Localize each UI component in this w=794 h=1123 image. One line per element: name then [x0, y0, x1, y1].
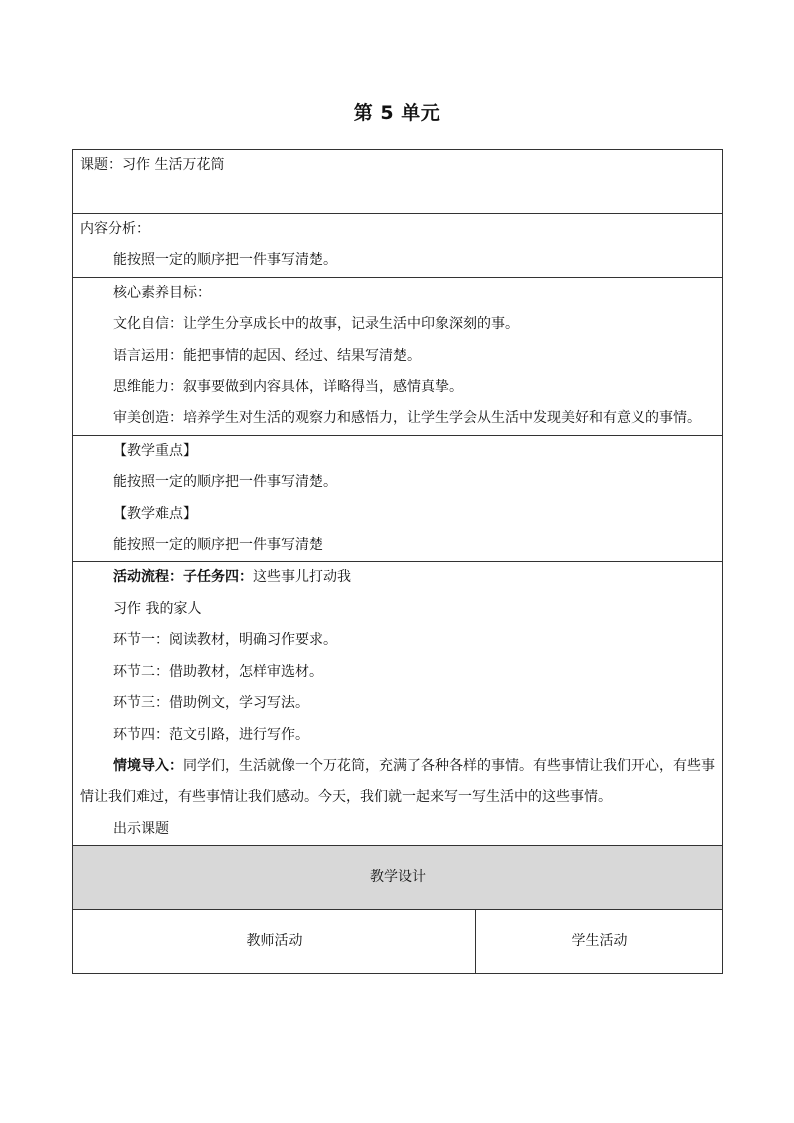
activity-step: 环节一：阅读教材，明确习作要求。	[113, 632, 337, 649]
activity-columns-row	[73, 910, 723, 974]
content-analysis-text: 能按照一定的顺序把一件事写清楚。	[113, 252, 337, 269]
situation-intro-text: 同学们，生活就像一个万花筒，充满了各种各样的事情。有些事情让我们开心，有些事情让我们难过，有些事情让我们感动。今天，我们就一起来写一写生活中的这些事情。	[80, 757, 715, 806]
show-topic-text: 出示课题	[113, 820, 169, 837]
topic-text: 课题：习作 生活万花筒	[80, 157, 225, 173]
situation-intro-label: 情境导入：	[113, 757, 183, 774]
difficulty-text: 能按照一定的顺序把一件事写清楚	[113, 537, 323, 554]
activity-flow-text: 这些事儿打动我	[253, 569, 351, 586]
core-literacy-item: 审美创造：培养学生对生活的观察力和感悟力，让学生学会从生活中发现美好和有意义的事情。	[113, 410, 701, 427]
activity-flow	[80, 562, 716, 593]
situation-intro	[80, 751, 716, 814]
focus-text: 能按照一定的顺序把一件事写清楚。	[113, 474, 337, 491]
core-literacy-row	[73, 277, 723, 435]
activity-cell	[73, 562, 723, 846]
focus-heading: 【教学重点】	[113, 442, 197, 459]
activity-subtitle: 习作 我的家人	[113, 600, 202, 617]
lesson-plan-table	[72, 149, 723, 974]
teaching-design-row	[73, 846, 723, 910]
activity-step: 环节二：借助教材，怎样审选材。	[113, 663, 323, 680]
core-literacy-heading: 核心素养目标：	[113, 284, 211, 301]
page-title: 第 5 单元	[353, 102, 441, 124]
activity-step: 环节三：借助例文，学习写法。	[113, 695, 309, 712]
key-points-row	[73, 435, 723, 562]
key-points-cell	[73, 435, 723, 562]
topic-row	[73, 150, 723, 214]
core-literacy-cell	[73, 277, 723, 435]
core-literacy-item: 语言运用：能把事情的起因、经过、结果写清楚。	[113, 347, 421, 364]
content-analysis-heading: 内容分析：	[80, 221, 150, 237]
activity-row	[73, 562, 723, 846]
content-analysis-row	[73, 214, 723, 278]
teaching-design-heading: 教学设计	[73, 846, 723, 910]
core-literacy-item: 思维能力：叙事要做到内容具体，详略得当，感情真挚。	[113, 379, 463, 396]
topic-cell	[73, 150, 723, 214]
teacher-activity-header: 教师活动	[73, 910, 476, 974]
student-activity-header: 学生活动	[476, 910, 723, 974]
content-analysis-cell	[73, 214, 723, 278]
activity-flow-label: 活动流程：子任务四：	[113, 569, 253, 586]
core-literacy-item: 文化自信：让学生分享成长中的故事，记录生活中印象深刻的事。	[113, 316, 519, 333]
difficulty-heading: 【教学难点】	[113, 505, 197, 522]
activity-step: 环节四：范文引路，进行写作。	[113, 726, 309, 743]
